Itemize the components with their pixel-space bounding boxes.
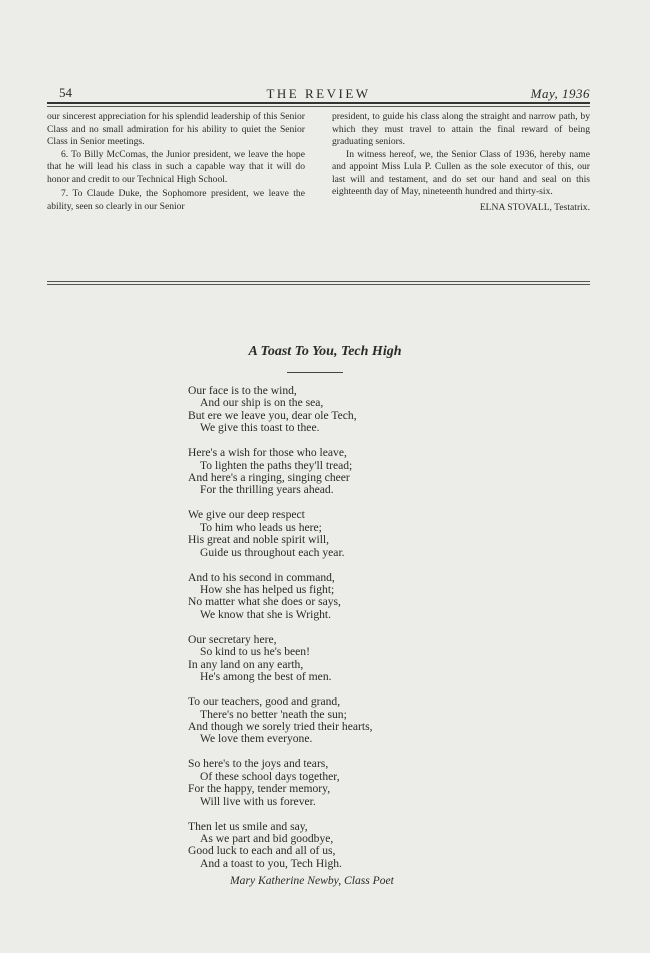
paragraph: our sincerest appreciation for his splendid leadership of this Senior Class and no small admiration for his ability to quiet the Senior Class in Senior meetings. [47,111,305,147]
poem-body [188,385,488,883]
poem-byline: Mary Katherine Newby, Class Poet [230,874,394,887]
paragraph: In witness hereof, we, the Senior Class of 1936, hereby name and appoint Miss Lula P. Cullen as the sole executor of this, our last will and testament, and do set our hand and seal on this eighteenth day of May, nineteenth hundred and thirty-six. [332,148,590,197]
poem-line: Our secretary here, [188,632,277,646]
poem-line: No matter what she does or says, [188,595,341,609]
right-column [332,111,590,214]
header-rule-thin [47,106,590,107]
poem-line: We give this toast to thee. [200,421,320,435]
header-rule [47,102,590,104]
poem-line: Here's a wish for those who leave, [188,446,347,460]
poem-line: As we part and bid goodbye, [200,831,334,845]
poem-line: And here's a ringing, singing cheer [188,471,350,485]
magazine-title: THE REVIEW [266,86,371,101]
poem-line: We know that she is Wright. [200,607,332,621]
poem-line: And our ship is on the sea, [200,396,324,410]
title-underline [287,372,343,373]
poem-line: But ere we leave you, dear ole Tech, [188,408,357,422]
poem-line: We love them everyone. [200,732,313,746]
poem-line: Guide us throughout each year. [200,545,345,559]
paragraph: president, to guide his class along the straight and narrow path, by which they must travel to attain the final reward of being graduating seniors. [332,111,590,147]
poem-stanza [188,696,488,746]
poem-line: So here's to the joys and tears, [188,757,329,771]
poem-line: His great and noble spirit will, [188,533,330,547]
poem-line: And a toast to you, Tech High. [200,856,342,870]
poem-line: In any land on any earth, [188,657,304,671]
poem-title: A Toast To You, Tech High [248,344,402,359]
poem-line: How she has helped us fight; [200,583,335,597]
poem-stanza [188,385,488,435]
poem-line: Will live with us forever. [200,794,316,808]
poem-line: Of these school days together, [200,769,340,783]
poem-line: Good luck to each and all of us, [188,844,336,858]
poem-line: To him who leads us here; [200,520,322,534]
poem-line: And though we sorely tried their hearts, [188,719,373,733]
poem-line: Then let us smile and say, [188,819,308,833]
paragraph: 6. To Billy McComas, the Junior president, we leave the hope that he will lead his class in such a capable way that it will do honor and credit to our Technical High School. [47,148,305,185]
poem-stanza [188,821,488,871]
poem-line: For the happy, tender memory, [188,782,331,796]
poem-line: To our teachers, good and grand, [188,695,341,709]
poem-line: And to his second in command, [188,570,335,584]
poem-stanza [188,572,488,622]
poem-line: Our face is to the wind, [188,384,297,397]
poem-line: There's no better 'neath the sun; [200,707,347,721]
page-number: 54 [59,85,72,100]
poem-line: For the thrilling years ahead. [200,483,334,497]
poem-line: So kind to us he's been! [200,645,310,659]
page-header [47,85,590,103]
section-divider [47,281,590,282]
left-column [47,111,305,213]
poem-stanza [188,509,488,559]
signature: ELNA STOVALL, Testatrix. [479,201,590,213]
poem-stanza [188,758,488,808]
poem-stanza [188,634,488,684]
poem-line: He's among the best of men. [200,670,332,684]
paragraph: 7. To Claude Duke, the Sophomore president, we leave the ability, seen so clearly in our Senior [47,188,305,212]
poem-line: We give our deep respect [188,508,305,522]
poem-stanza [188,447,488,497]
section-divider-thin [47,284,590,285]
poem-line: To lighten the paths they'll tread; [200,458,353,472]
issue-date: May, 1936 [530,86,590,101]
